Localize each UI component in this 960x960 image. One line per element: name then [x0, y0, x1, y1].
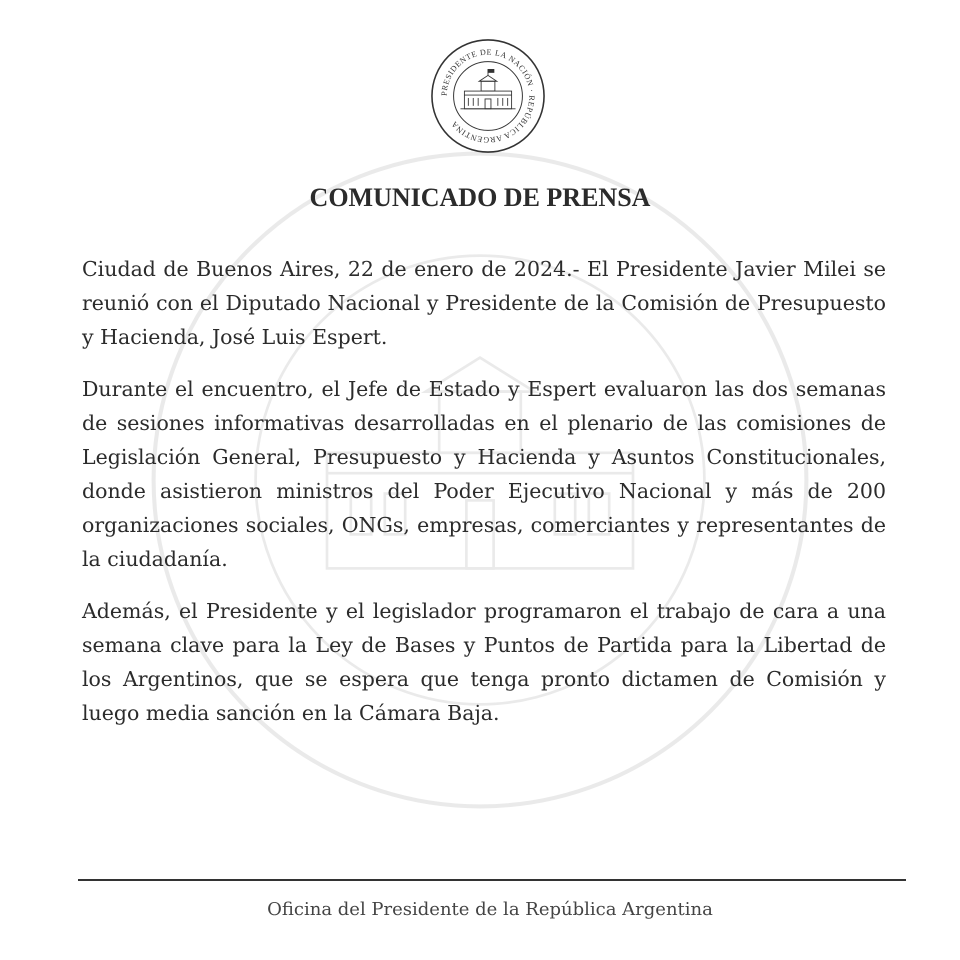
footer-text: Oficina del Presidente de la República Argentina [267, 899, 713, 920]
paragraph: Ciudad de Buenos Aires, 22 de enero de 2024.- El Presidente Javier Milei se reunió con el Diputado Nacional y Presidente de la Comisión de Presupuesto y Hacienda, José Luis Espert. [82, 257, 886, 349]
presidential-seal-icon [429, 37, 547, 155]
paragraph: Además, el Presidente y el legislador programaron el trabajo de cara a una semana clave para la Ley de Bases y Puntos de Partida para la Libertad de los Argentinos, que se espera que tenga pronto dictamen de Comisión y luego media sanción en la Cámara Baja. [82, 599, 886, 725]
footer-divider [78, 879, 906, 881]
svg-text:PRESIDENTE DE LA NACIÓN · REPÚ: PRESIDENTE DE LA NACIÓN · REPÚBLICA ARGENTINA [439, 47, 537, 145]
document-body [82, 252, 886, 748]
paragraph: Durante el encuentro, el Jefe de Estado y Espert evaluaron las dos semanas de sesiones informativas desarrolladas en el plenario de las comisiones de Legislación General, Presupuesto y Hacienda y Asuntos Constitucionales, donde asistieron ministros del Poder Ejecutivo Nacional y más de 200 organizaciones sociales, ONGs, empresas, comerciantes y representantes de la ciudadanía. [82, 377, 886, 571]
document-title: COMUNICADO DE PRENSA [309, 183, 651, 212]
